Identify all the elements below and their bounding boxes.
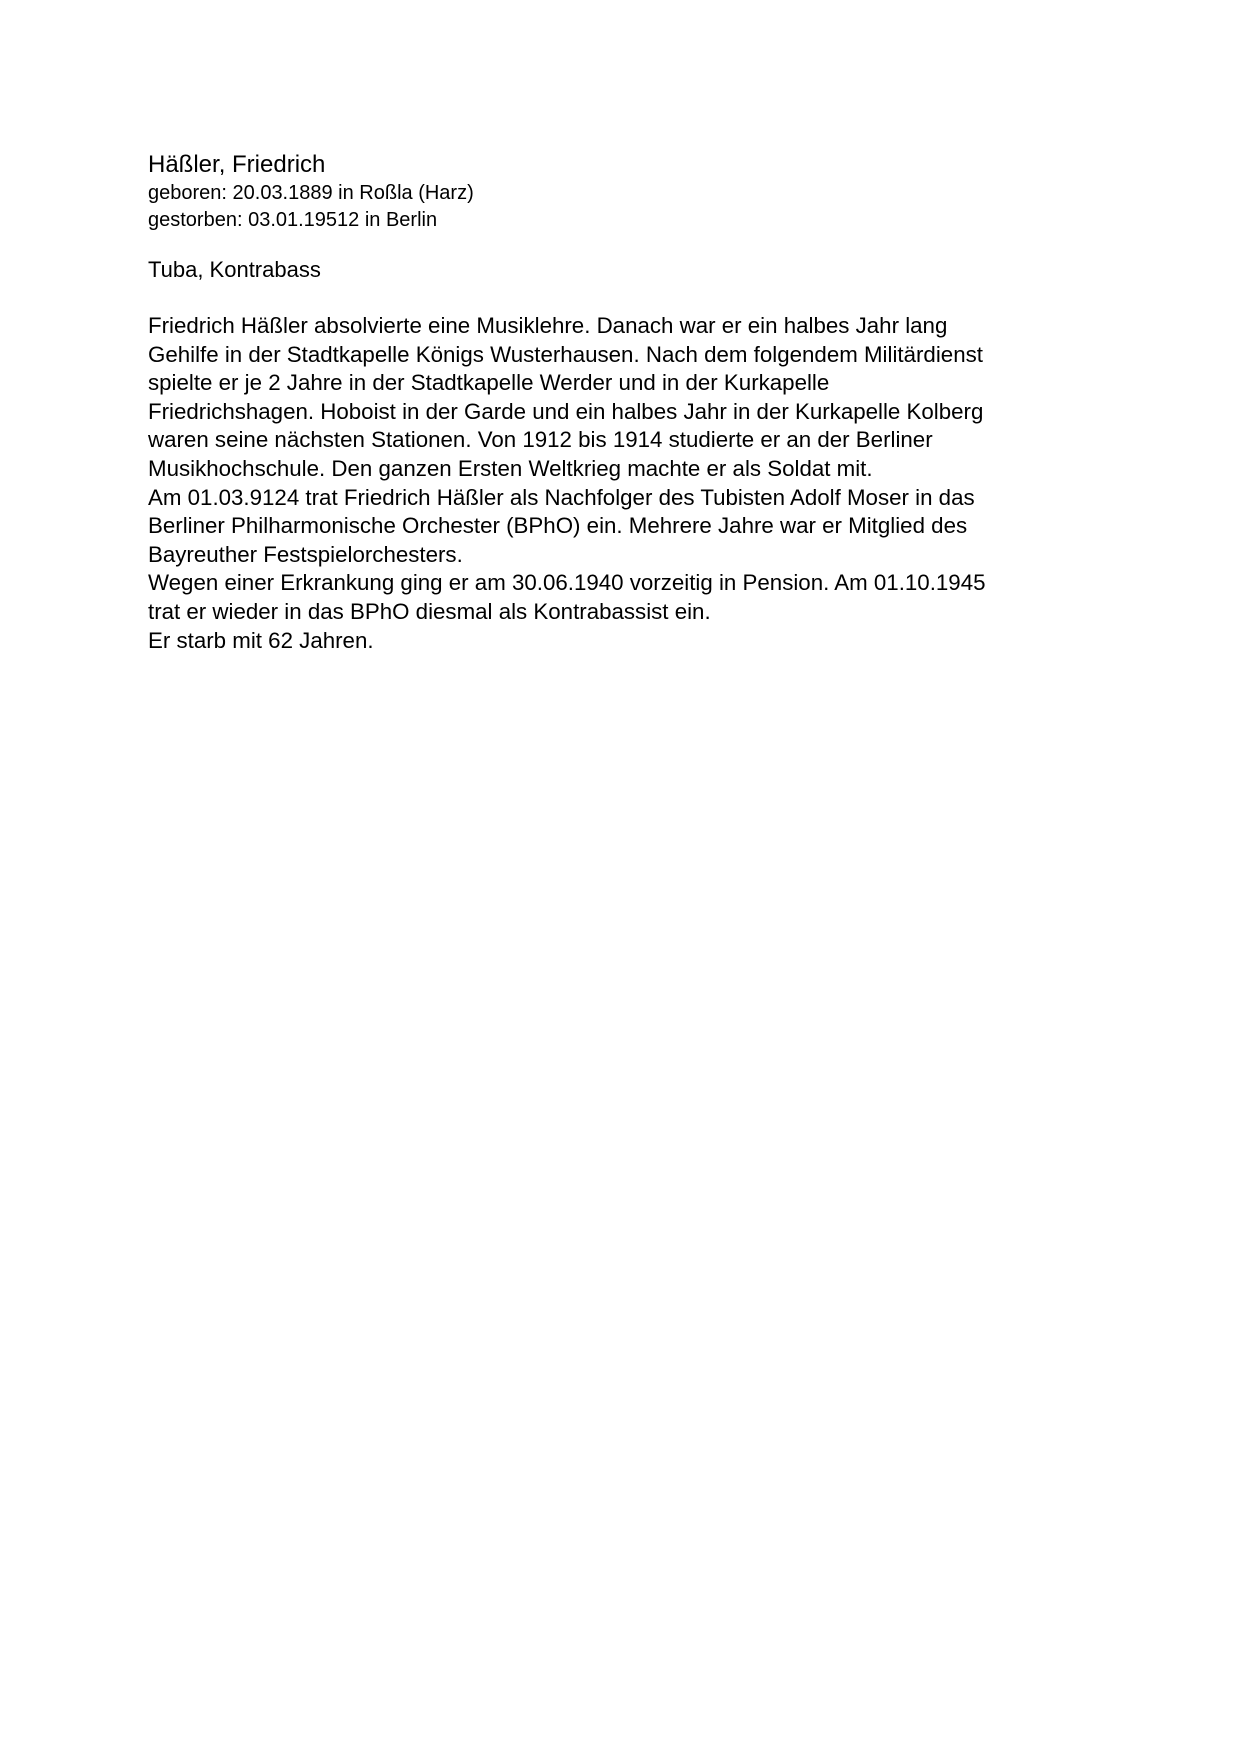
- biography-line: Berliner Philharmonische Orchester (BPhO) ein. Mehrere Jahre war er Mitglied des: [148, 513, 968, 539]
- birth-info: geboren: 20.03.1889 in Roßla (Harz): [148, 182, 474, 204]
- biography-line: spielte er je 2 Jahre in der Stadtkapelle Werder und in der Kurkapelle: [148, 370, 830, 396]
- biography-entry: [148, 150, 1108, 655]
- biography-line: trat er wieder in das BPhO diesmal als Kontrabassist ein.: [148, 598, 711, 624]
- biography-line: Am 01.03.9124 trat Friedrich Häßler als Nachfolger des Tubisten Adolf Moser in das: [148, 484, 975, 510]
- biography-text: [148, 312, 1108, 655]
- biography-line: Bayreuther Festspielorchesters.: [148, 541, 463, 567]
- biography-line: waren seine nächsten Stationen. Von 1912 bis 1914 studierte er an der Berliner: [148, 427, 933, 453]
- death-info: gestorben: 03.01.19512 in Berlin: [148, 209, 438, 231]
- biography-line: Wegen einer Erkrankung ging er am 30.06.1940 vorzeitig in Pension. Am 01.10.1945: [148, 570, 986, 596]
- person-name-heading: Häßler, Friedrich: [148, 151, 326, 178]
- biography-line: Musikhochschule. Den ganzen Ersten Weltkrieg machte er als Soldat mit.: [148, 455, 873, 481]
- biography-line: Er starb mit 62 Jahren.: [148, 627, 374, 653]
- biography-line: Gehilfe in der Stadtkapelle Königs Wusterhausen. Nach dem folgendem Militärdienst: [148, 341, 983, 367]
- biography-line: Friedrich Häßler absolvierte eine Musiklehre. Danach war er ein halbes Jahr lang: [148, 313, 948, 338]
- biography-line: Friedrichshagen. Hoboist in der Garde und ein halbes Jahr in der Kurkapelle Kolberg: [148, 398, 984, 424]
- instruments-line: Tuba, Kontrabass: [148, 257, 321, 282]
